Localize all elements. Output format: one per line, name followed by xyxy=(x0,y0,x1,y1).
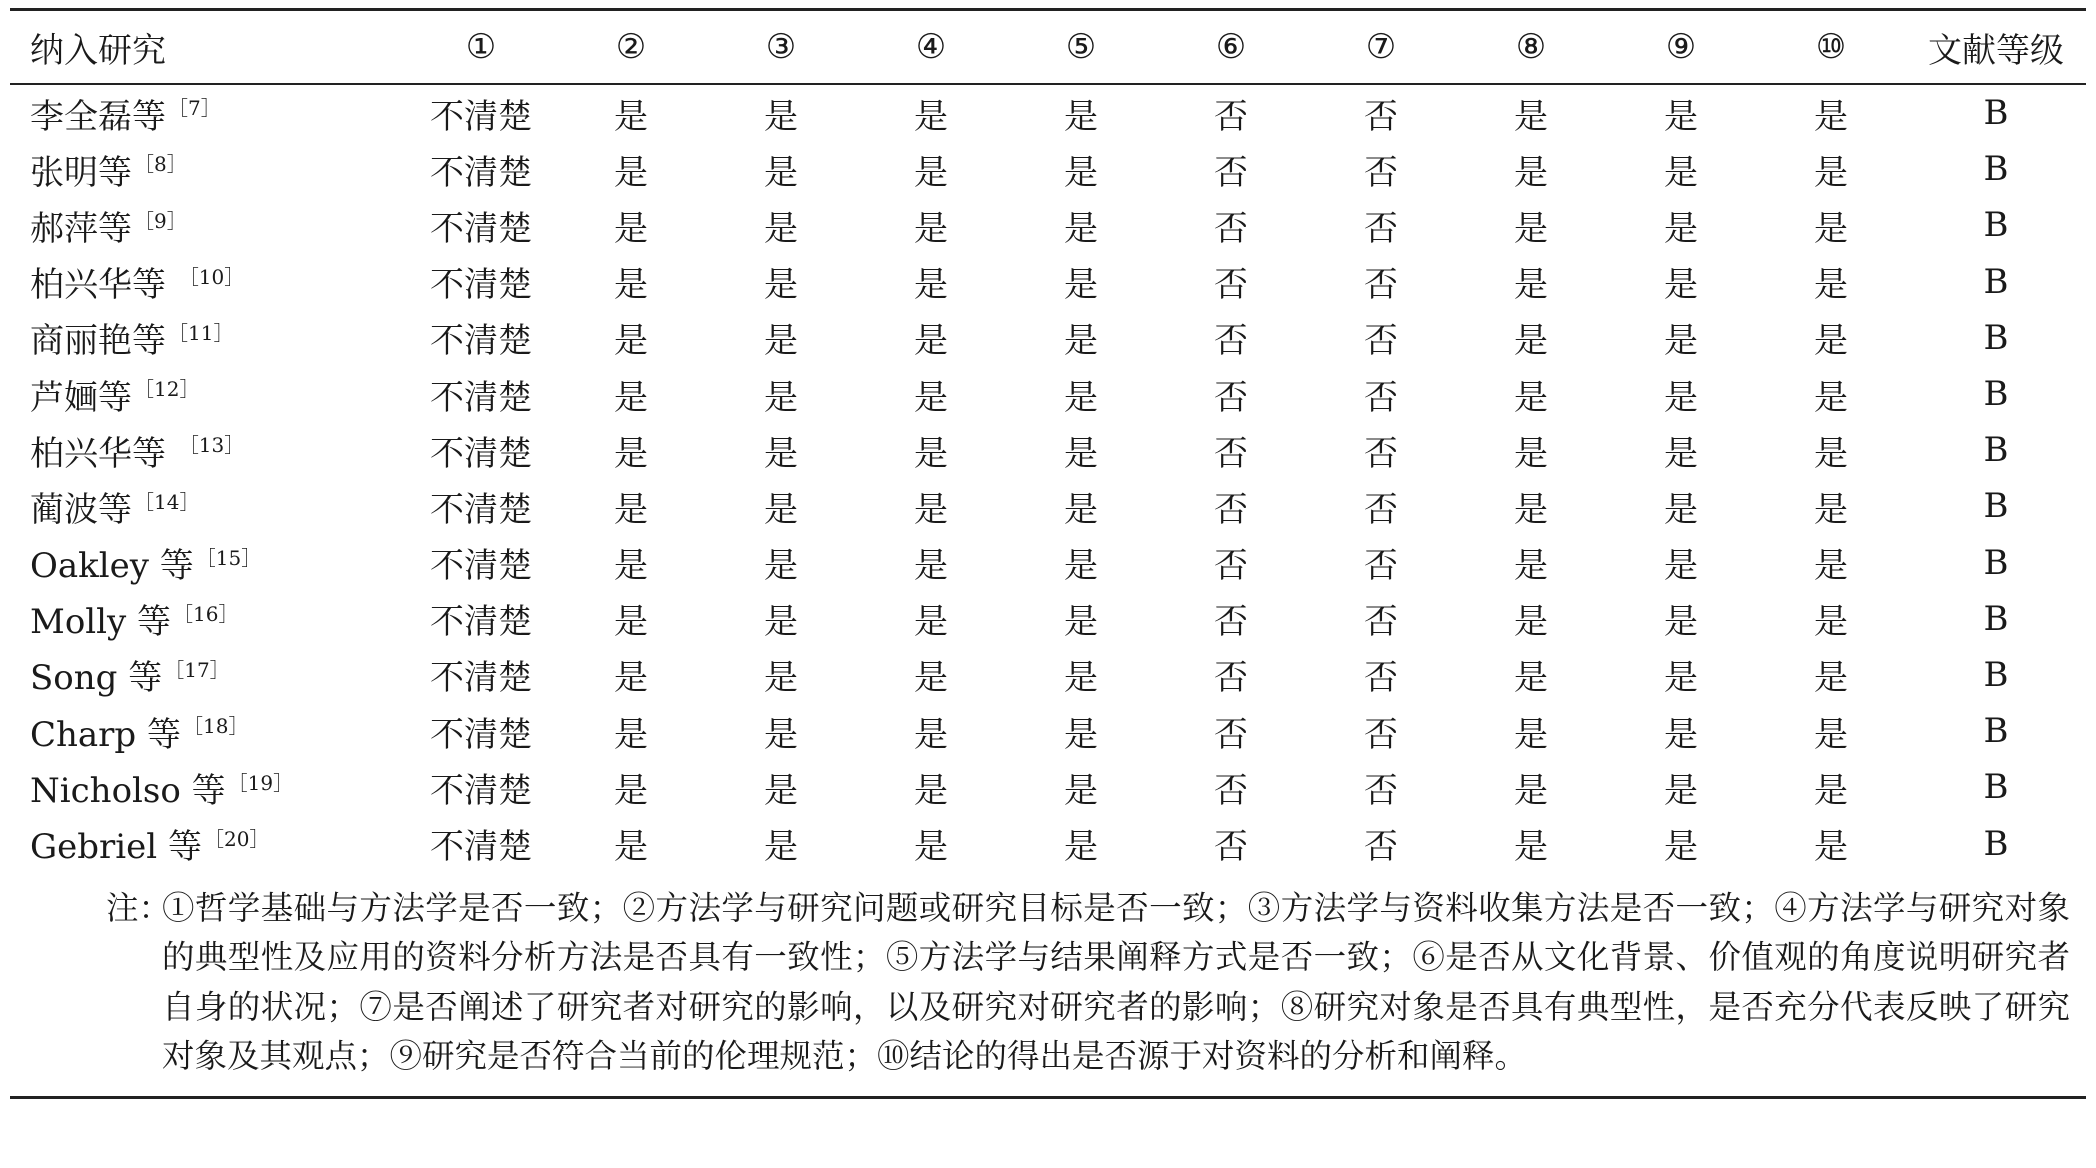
criterion-3-cell: 是 xyxy=(764,602,798,643)
criterion-4-cell: 是 xyxy=(914,208,948,249)
criterion-10-cell: 是 xyxy=(1814,433,1848,474)
study-cell xyxy=(10,815,406,871)
criterion-3-cell: 是 xyxy=(764,208,798,249)
study-name: 柏兴华等 xyxy=(30,265,177,306)
criterion-5-cell: 是 xyxy=(1064,265,1098,306)
criterion-10-cell: 是 xyxy=(1814,377,1848,418)
criterion-6-cell: 否 xyxy=(1214,827,1248,868)
reference-citation: ［8］ xyxy=(134,152,187,177)
evidence-level-cell: B xyxy=(1983,317,2009,358)
criterion-8-cell: 是 xyxy=(1514,827,1548,868)
header-cell-criterion-8: ⑧ xyxy=(1515,27,1547,67)
criterion-10-cell: 是 xyxy=(1814,96,1848,137)
criterion-10-cell: 是 xyxy=(1814,658,1848,699)
criterion-8-cell: 是 xyxy=(1514,208,1548,249)
criterion-4-cell: 是 xyxy=(914,546,948,587)
table-row xyxy=(10,254,2086,310)
criterion-6-cell: 否 xyxy=(1214,602,1248,643)
criterion-6-cell: 否 xyxy=(1214,96,1248,137)
header-cell-criterion-3: ③ xyxy=(765,27,797,67)
study-name: Charp 等 xyxy=(30,714,182,755)
header-cell-criterion-5: ⑤ xyxy=(1065,27,1097,67)
study-cell xyxy=(10,478,406,534)
evidence-level-cell: B xyxy=(1983,205,2009,246)
criterion-4-cell: 是 xyxy=(914,770,948,811)
header-cell-study: 纳入研究 xyxy=(30,30,166,71)
criterion-1-cell: 不清楚 xyxy=(430,827,532,868)
criterion-4-cell: 是 xyxy=(914,714,948,755)
criterion-7-cell: 否 xyxy=(1364,433,1398,474)
study-cell xyxy=(10,422,406,478)
criterion-7-cell: 否 xyxy=(1364,208,1398,249)
table-row xyxy=(10,197,2086,253)
criterion-7-cell: 否 xyxy=(1364,546,1398,587)
criterion-9-cell: 是 xyxy=(1664,658,1698,699)
table-row xyxy=(10,815,2086,871)
study-cell xyxy=(10,703,406,759)
criterion-3-cell: 是 xyxy=(764,489,798,530)
study-name: 芦婳等 xyxy=(30,377,132,418)
criterion-9-cell: 是 xyxy=(1664,546,1698,587)
criterion-2-cell: 是 xyxy=(614,489,648,530)
criterion-2-cell: 是 xyxy=(614,96,648,137)
quality-assessment-table xyxy=(10,11,2086,872)
criterion-3-cell: 是 xyxy=(764,96,798,137)
evidence-level-cell: B xyxy=(1983,430,2009,471)
evidence-level-cell: B xyxy=(1983,261,2009,302)
criterion-4-cell: 是 xyxy=(914,265,948,306)
criterion-2-cell: 是 xyxy=(614,827,648,868)
criterion-8-cell: 是 xyxy=(1514,96,1548,137)
criterion-7-cell: 否 xyxy=(1364,321,1398,362)
criterion-1-cell: 不清楚 xyxy=(430,546,532,587)
reference-citation: ［17］ xyxy=(164,658,230,683)
criterion-7-cell: 否 xyxy=(1364,96,1398,137)
criterion-1-cell: 不清楚 xyxy=(430,658,532,699)
criterion-10-cell: 是 xyxy=(1814,714,1848,755)
criterion-3-cell: 是 xyxy=(764,321,798,362)
evidence-level-cell: B xyxy=(1983,654,2009,695)
table-row xyxy=(10,759,2086,815)
criterion-5-cell: 是 xyxy=(1064,377,1098,418)
criterion-9-cell: 是 xyxy=(1664,265,1698,306)
study-cell xyxy=(10,254,406,310)
criterion-7-cell: 否 xyxy=(1364,377,1398,418)
criterion-4-cell: 是 xyxy=(914,377,948,418)
criterion-1-cell: 不清楚 xyxy=(430,602,532,643)
criterion-6-cell: 否 xyxy=(1214,152,1248,193)
table-row xyxy=(10,591,2086,647)
criterion-2-cell: 是 xyxy=(614,714,648,755)
note-text: ①哲学基础与方法学是否一致；②方法学与研究问题或研究目标是否一致；③方法学与资料收集方法是否一致；④方法学与研究对象的典型性及应用的资料分析方法是否具有一致性；⑤方法学与结果阐释方式是否一致；⑥是否从文化背景、价值观的角度说明研究者自身的状况；⑦是否阐述了研究者对研究的影响，以及研究对研究者的影响；⑧研究对象是否具有典型性，是否充分代表反映了研究对象及其观点；⑨研究是否符合当前的伦理规范；⑩结论的得出是否源于对资料的分析和阐释。 xyxy=(162,888,2070,1076)
criterion-1-cell: 不清楚 xyxy=(430,265,532,306)
criterion-3-cell: 是 xyxy=(764,152,798,193)
criterion-7-cell: 否 xyxy=(1364,602,1398,643)
reference-citation: ［20］ xyxy=(203,826,270,851)
criterion-2-cell: 是 xyxy=(614,265,648,306)
table-row xyxy=(10,647,2086,703)
criterion-4-cell: 是 xyxy=(914,827,948,868)
criterion-2-cell: 是 xyxy=(614,546,648,587)
criterion-3-cell: 是 xyxy=(764,377,798,418)
reference-citation: ［10］ xyxy=(178,264,245,289)
criterion-1-cell: 不清楚 xyxy=(430,96,532,137)
criterion-9-cell: 是 xyxy=(1664,433,1698,474)
criterion-9-cell: 是 xyxy=(1664,96,1698,137)
criterion-5-cell: 是 xyxy=(1064,489,1098,530)
criterion-5-cell: 是 xyxy=(1064,714,1098,755)
table-row xyxy=(10,310,2086,366)
table-row xyxy=(10,703,2086,759)
criterion-9-cell: 是 xyxy=(1664,321,1698,362)
criterion-3-cell: 是 xyxy=(764,265,798,306)
criterion-5-cell: 是 xyxy=(1064,602,1098,643)
criterion-5-cell: 是 xyxy=(1064,433,1098,474)
criterion-9-cell: 是 xyxy=(1664,714,1698,755)
criterion-3-cell: 是 xyxy=(764,714,798,755)
table-body xyxy=(10,85,2086,872)
header-cell-criterion-1: ① xyxy=(465,27,497,67)
study-name: 柏兴华等 xyxy=(30,433,177,474)
study-name: 郝萍等 xyxy=(30,208,132,249)
criterion-4-cell: 是 xyxy=(914,433,948,474)
study-cell xyxy=(10,759,406,815)
study-name: Gebriel 等 xyxy=(30,827,202,868)
evidence-level-cell: B xyxy=(1983,598,2009,639)
evidence-level-cell: B xyxy=(1983,486,2009,527)
criterion-5-cell: 是 xyxy=(1064,152,1098,193)
criterion-3-cell: 是 xyxy=(764,546,798,587)
study-name: 蔺波等 xyxy=(30,489,132,530)
note-prefix: 注： xyxy=(106,888,172,927)
criterion-9-cell: 是 xyxy=(1664,152,1698,193)
evidence-level-cell: B xyxy=(1983,542,2009,583)
header-cell-criterion-10: ⑩ xyxy=(1815,27,1847,67)
table-row xyxy=(10,535,2086,591)
table-row xyxy=(10,141,2086,197)
criterion-8-cell: 是 xyxy=(1514,714,1548,755)
criterion-2-cell: 是 xyxy=(614,208,648,249)
header-cell-criterion-6: ⑥ xyxy=(1215,27,1247,67)
study-cell xyxy=(10,85,406,141)
evidence-level-cell: B xyxy=(1983,149,2009,190)
criterion-4-cell: 是 xyxy=(914,321,948,362)
criterion-10-cell: 是 xyxy=(1814,602,1848,643)
reference-citation: ［19］ xyxy=(227,770,294,795)
criterion-8-cell: 是 xyxy=(1514,433,1548,474)
table-bottom-rule xyxy=(10,1096,2086,1099)
evidence-level-cell: B xyxy=(1983,93,2009,134)
criterion-2-cell: 是 xyxy=(614,152,648,193)
header-cell-criterion-9: ⑨ xyxy=(1665,27,1697,67)
header-cell-criterion-2: ② xyxy=(615,27,647,67)
study-name: 李全磊等 xyxy=(30,96,166,137)
criterion-8-cell: 是 xyxy=(1514,770,1548,811)
criterion-10-cell: 是 xyxy=(1814,152,1848,193)
study-cell xyxy=(10,197,406,253)
criterion-6-cell: 否 xyxy=(1214,489,1248,530)
criterion-1-cell: 不清楚 xyxy=(430,208,532,249)
criterion-9-cell: 是 xyxy=(1664,208,1698,249)
table-row xyxy=(10,478,2086,534)
criterion-9-cell: 是 xyxy=(1664,489,1698,530)
criterion-6-cell: 否 xyxy=(1214,265,1248,306)
study-cell xyxy=(10,647,406,703)
study-name: Oakley 等 xyxy=(30,546,194,587)
header-row xyxy=(10,11,2086,83)
criterion-6-cell: 否 xyxy=(1214,433,1248,474)
criterion-8-cell: 是 xyxy=(1514,152,1548,193)
criterion-8-cell: 是 xyxy=(1514,546,1548,587)
criterion-2-cell: 是 xyxy=(614,602,648,643)
criterion-10-cell: 是 xyxy=(1814,265,1848,306)
table-row xyxy=(10,366,2086,422)
criterion-4-cell: 是 xyxy=(914,602,948,643)
criterion-7-cell: 否 xyxy=(1364,658,1398,699)
criterion-9-cell: 是 xyxy=(1664,602,1698,643)
reference-citation: ［14］ xyxy=(134,489,200,514)
study-name: Molly 等 xyxy=(30,602,172,643)
reference-citation: ［16］ xyxy=(173,601,239,626)
criterion-5-cell: 是 xyxy=(1064,546,1098,587)
study-cell xyxy=(10,366,406,422)
criterion-2-cell: 是 xyxy=(614,321,648,362)
study-cell xyxy=(10,535,406,591)
study-cell xyxy=(10,591,406,647)
criterion-1-cell: 不清楚 xyxy=(430,321,532,362)
criterion-3-cell: 是 xyxy=(764,770,798,811)
criterion-8-cell: 是 xyxy=(1514,602,1548,643)
criterion-1-cell: 不清楚 xyxy=(430,714,532,755)
criterion-5-cell: 是 xyxy=(1064,770,1098,811)
criterion-2-cell: 是 xyxy=(614,658,648,699)
header-cell-evidence-level: 文献等级 xyxy=(1928,30,2064,71)
evidence-level-cell: B xyxy=(1983,767,2009,808)
criterion-8-cell: 是 xyxy=(1514,489,1548,530)
study-name: Song 等 xyxy=(30,658,163,699)
reference-citation: ［11］ xyxy=(168,321,234,346)
criterion-6-cell: 否 xyxy=(1214,546,1248,587)
table-row xyxy=(10,85,2086,141)
criterion-8-cell: 是 xyxy=(1514,658,1548,699)
criterion-9-cell: 是 xyxy=(1664,377,1698,418)
criterion-1-cell: 不清楚 xyxy=(430,152,532,193)
criterion-3-cell: 是 xyxy=(764,433,798,474)
reference-citation: ［15］ xyxy=(195,545,262,570)
criterion-9-cell: 是 xyxy=(1664,827,1698,868)
criterion-8-cell: 是 xyxy=(1514,265,1548,306)
criterion-1-cell: 不清楚 xyxy=(430,770,532,811)
criterion-9-cell: 是 xyxy=(1664,770,1698,811)
evidence-level-cell: B xyxy=(1983,823,2009,864)
criterion-1-cell: 不清楚 xyxy=(430,489,532,530)
criterion-6-cell: 否 xyxy=(1214,658,1248,699)
criterion-3-cell: 是 xyxy=(764,827,798,868)
criterion-8-cell: 是 xyxy=(1514,377,1548,418)
criterion-7-cell: 否 xyxy=(1364,714,1398,755)
criterion-7-cell: 否 xyxy=(1364,827,1398,868)
table-row xyxy=(10,422,2086,478)
criterion-10-cell: 是 xyxy=(1814,827,1848,868)
reference-citation: ［13］ xyxy=(178,433,245,458)
reference-citation: ［7］ xyxy=(168,96,221,121)
criterion-6-cell: 否 xyxy=(1214,208,1248,249)
criterion-5-cell: 是 xyxy=(1064,321,1098,362)
criterion-10-cell: 是 xyxy=(1814,489,1848,530)
evidence-level-cell: B xyxy=(1983,374,2009,415)
header-cell-criterion-7: ⑦ xyxy=(1365,27,1397,67)
criterion-5-cell: 是 xyxy=(1064,827,1098,868)
criterion-1-cell: 不清楚 xyxy=(430,377,532,418)
reference-citation: ［12］ xyxy=(134,377,200,402)
quality-assessment-table-page xyxy=(10,8,2086,1099)
evidence-level-cell: B xyxy=(1983,711,2009,752)
criterion-5-cell: 是 xyxy=(1064,96,1098,137)
criterion-1-cell: 不清楚 xyxy=(430,433,532,474)
criterion-3-cell: 是 xyxy=(764,658,798,699)
criterion-10-cell: 是 xyxy=(1814,321,1848,362)
table-note xyxy=(10,872,2086,1082)
criterion-6-cell: 否 xyxy=(1214,321,1248,362)
criterion-7-cell: 否 xyxy=(1364,770,1398,811)
criterion-7-cell: 否 xyxy=(1364,152,1398,193)
reference-citation: ［9］ xyxy=(134,208,187,233)
criterion-4-cell: 是 xyxy=(914,96,948,137)
criterion-10-cell: 是 xyxy=(1814,208,1848,249)
study-cell xyxy=(10,310,406,366)
criterion-8-cell: 是 xyxy=(1514,321,1548,362)
criterion-4-cell: 是 xyxy=(914,658,948,699)
criterion-4-cell: 是 xyxy=(914,489,948,530)
criterion-10-cell: 是 xyxy=(1814,546,1848,587)
study-name: 商丽艳等 xyxy=(30,321,166,362)
study-name: Nicholso 等 xyxy=(30,770,226,811)
criterion-5-cell: 是 xyxy=(1064,658,1098,699)
criterion-4-cell: 是 xyxy=(914,152,948,193)
header-cell-criterion-4: ④ xyxy=(915,27,947,67)
criterion-10-cell: 是 xyxy=(1814,770,1848,811)
criterion-5-cell: 是 xyxy=(1064,208,1098,249)
study-cell xyxy=(10,141,406,197)
criterion-6-cell: 否 xyxy=(1214,377,1248,418)
criterion-6-cell: 否 xyxy=(1214,714,1248,755)
study-name: 张明等 xyxy=(30,152,132,193)
reference-citation: ［18］ xyxy=(183,714,249,739)
criterion-6-cell: 否 xyxy=(1214,770,1248,811)
criterion-7-cell: 否 xyxy=(1364,489,1398,530)
criterion-2-cell: 是 xyxy=(614,377,648,418)
criterion-2-cell: 是 xyxy=(614,770,648,811)
criterion-2-cell: 是 xyxy=(614,433,648,474)
criterion-7-cell: 否 xyxy=(1364,265,1398,306)
